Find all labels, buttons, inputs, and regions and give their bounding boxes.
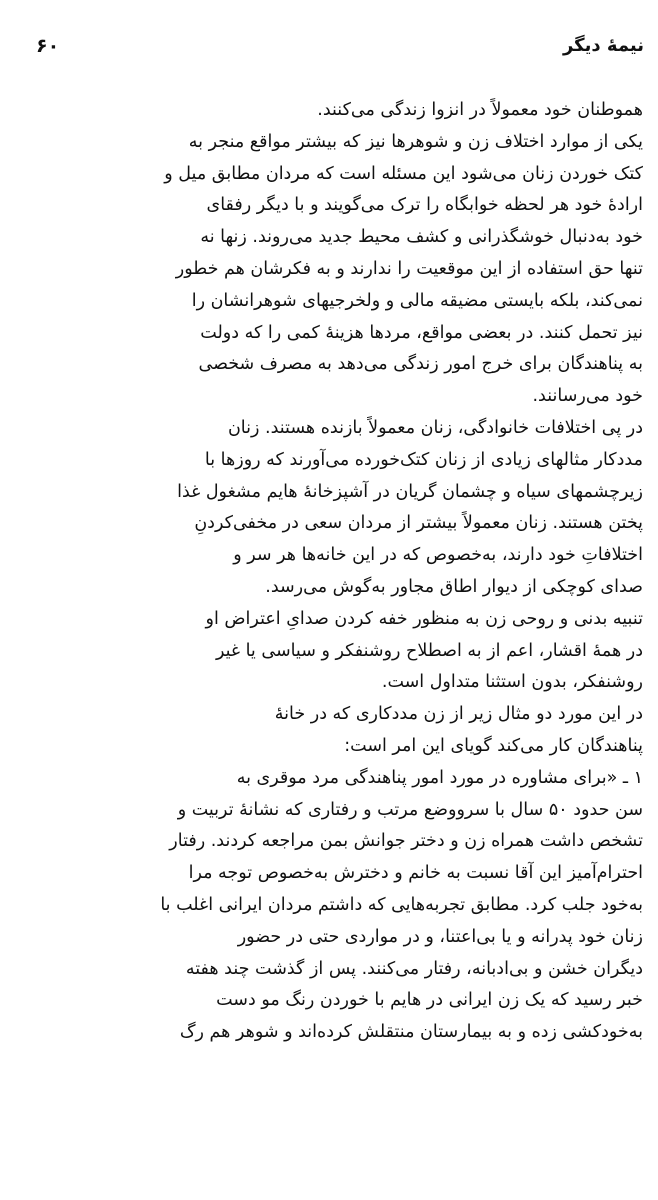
running-title: نيمهٔ ديگر: [562, 35, 644, 56]
page-number: ۶۰: [36, 35, 60, 57]
text-line: در همهٔ اقشار، اعم از به اصطلاح روشنفکر و سیاسی یا غیر: [215, 640, 643, 661]
text-line: دیگران خشن و بی‌ادبانه، رفتار می‌کنند. پس از گذشت چند هفته: [185, 958, 643, 979]
text-line: تنها حق استفاده از این موقعیت را ندارند و به فکرشان هم خطور: [175, 258, 643, 279]
text-line: به‌خودکشی زده و به بیمارستان منتقلش کرده‌اند و شوهر هم رگ: [179, 1022, 643, 1043]
text-line: در این مورد دو مثال زیر از زن مددکاری که در خانهٔ: [274, 704, 643, 725]
text-line: ۱ ـ «برای مشاوره در مورد امور پناهندگی مرد موقری به: [236, 767, 643, 788]
text-line: به پناهندگان برای خرج امور زندگی می‌دهد به مصرف شخصی: [198, 354, 643, 375]
text-line: خود می‌رسانند.: [532, 386, 643, 407]
text-line: نمی‌کند، بلکه بایستی مضیقه مالی و ولخرجیهای شوهرانشان را: [191, 290, 643, 311]
text-line: خبر رسید که یک زن ایرانی در هایم با خوردن رنگ مو دست: [216, 990, 643, 1011]
text-line: روشنفکر، بدون استثنا متداول است.: [381, 672, 643, 693]
text-line: خود به‌دنبال خوشگذرانی و کشف محیط جدید می‌روند. زنها نه: [200, 227, 643, 248]
text-line: کتک خوردن زنان می‌شود این مسئله است که مردان مطابق میل و: [164, 163, 643, 184]
text-line: زیرچشمهای سیاه و چشمان گریان در آشپزخانهٔ هایم مشغول غذا: [177, 481, 643, 502]
text-line: تنبیه بدنی و روحی زن به منظور خفه کردن صدایِ اعتراض او: [205, 608, 643, 629]
body-text: [30, 95, 643, 1049]
text-line: احترام‌آمیز این آقا نسبت به خانم و دخترش به‌خصوص توجه مرا: [188, 863, 643, 884]
text-line: یکی از موارد اختلاف زن و شوهرها نیز که بیشتر مواقع منجر به: [188, 131, 643, 152]
text-line: مددکار مثالهای زیادی از زنان کتک‌خورده می‌آورند که روزها با: [204, 449, 643, 470]
text-line: ارادهٔ خود هر لحظه خوابگاه را ترک می‌گویند و با دیگر رفقای: [206, 195, 643, 216]
text-line: اختلافاتِ خود دارند، به‌خصوص که در این خانه‌ها هر سر و: [233, 545, 643, 566]
text-line: به‌خود جلب کرد. مطابق تجربه‌هایی که داشتم مردان ایرانی اغلب با: [160, 894, 643, 915]
text-line: پختن هستند. زنان معمولاً بیشتر از مردان سعی در مخفی‌کردنِ: [194, 513, 643, 534]
text-line: صدای کوچکی از دیوار اطاق مجاور به‌گوش می‌رسد.: [265, 576, 643, 597]
text-line: زنان خود پدرانه و یا بی‌اعتنا، و در مواردی حتی در حضور: [237, 926, 643, 947]
text-line: در پی اختلافات خانوادگی، زنان معمولاً بازنده هستند. زنان: [227, 417, 643, 438]
text-line: تشخص داشت همراه زن و دختر جوانش بمن مراجعه کردند. رفتار: [169, 831, 643, 852]
text-line: نیز تحمل کنند. در بعضی مواقع، مردها هزینهٔ کمی را که دولت: [200, 322, 643, 343]
text-line: سن حدود ۵۰ سال با سرووضع مرتب و رفتاری که نشانهٔ تربیت و: [177, 799, 643, 820]
page-header: [36, 34, 644, 74]
text-line: پناهندگان کار می‌کند گویای این امر است:: [344, 735, 643, 756]
text-line: هموطنان خود معمولاً در انزوا زندگی می‌کنند.: [317, 100, 643, 120]
